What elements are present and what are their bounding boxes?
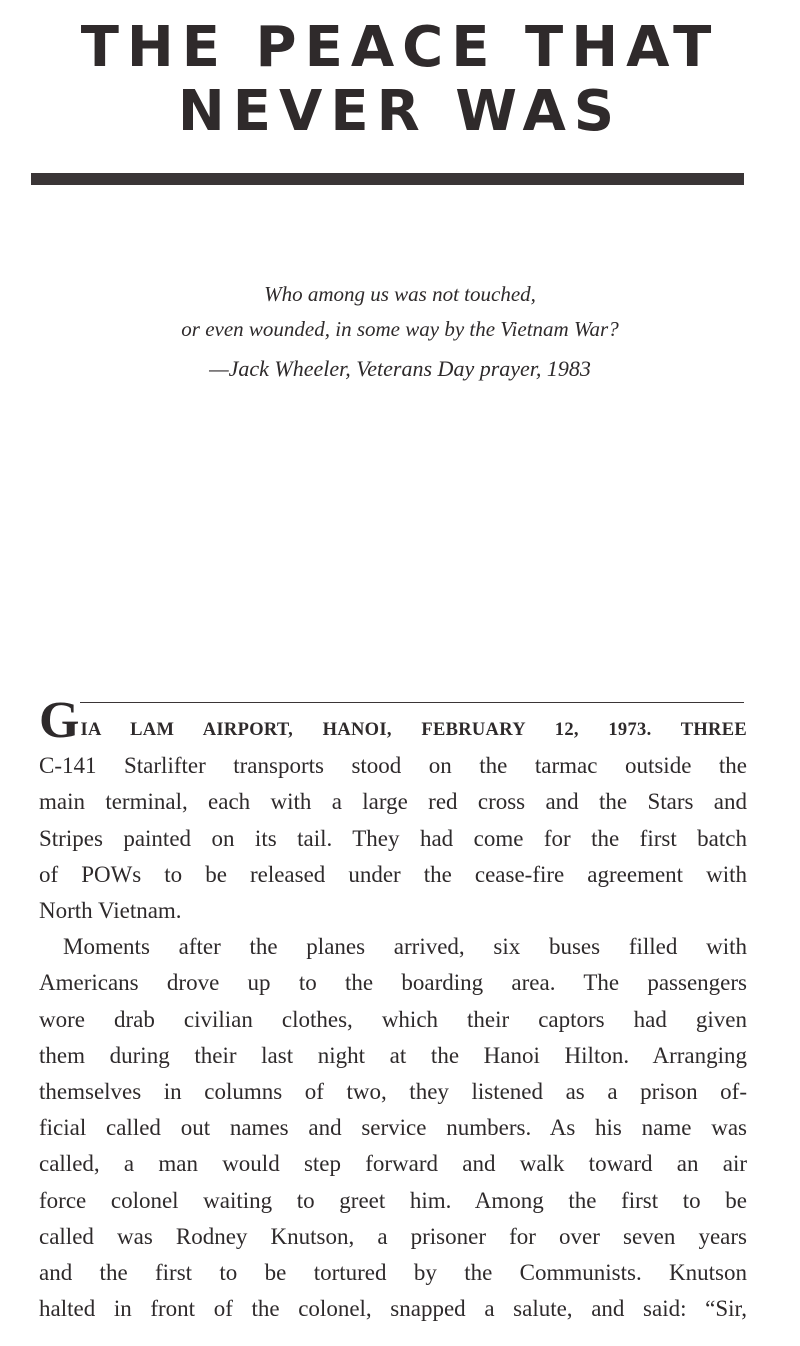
epigraph	[60, 277, 740, 387]
body-line: called was Rodney Knutson, a prisoner for over seven years	[39, 1223, 747, 1249]
body-line: halted in front of the colonel, snapped a salute, and said: “Sir,	[39, 1296, 747, 1322]
body-line: Moments after the planes arrived, six buses filled with	[63, 934, 747, 960]
chapter-title-line-1: THE PEACE THAT	[80, 15, 720, 80]
epigraph-line-1: Who among us was not touched,	[264, 282, 536, 306]
body-line: Americans drove up to the boarding area. The passengers	[39, 970, 747, 996]
section-rule	[80, 702, 744, 703]
body-line: themselves in columns of two, they listened as a prison of-	[39, 1079, 747, 1105]
lead-in-caps: IA LAM AIRPORT, HANOI, FEBRUARY 12, 1973. THREE	[80, 720, 747, 740]
body-line: them during their last night at the Hanoi Hilton. Arranging	[39, 1042, 747, 1068]
epigraph-attribution: —Jack Wheeler, Veterans Day prayer, 1983	[209, 356, 591, 381]
chapter-title	[30, 16, 770, 144]
drop-cap: G	[39, 692, 80, 749]
body-line: and the first to be tortured by the Communists. Knutson	[39, 1260, 747, 1286]
body-line: North Vietnam.	[39, 898, 182, 924]
body-line: Stripes painted on its tail. They had come for the first batch	[39, 825, 747, 851]
body-line: ficial called out names and service numbers. As his name was	[39, 1115, 747, 1141]
body-line: main terminal, each with a large red cross and the Stars and	[39, 789, 747, 815]
body-line: wore drab civilian clothes, which their captors had given	[39, 1006, 747, 1032]
body-line: of POWs to be released under the cease-fire agreement with	[39, 861, 747, 887]
chapter-title-line-2: NEVER WAS	[177, 79, 623, 144]
opening-line	[39, 692, 747, 749]
body-line: C-141 Starlifter transports stood on the tarmac outside the	[39, 753, 747, 779]
chapter-body	[39, 692, 747, 1327]
body-line: force colonel waiting to greet him. Among the first to be	[39, 1187, 747, 1213]
epigraph-line-2: or even wounded, in some way by the Vietnam War?	[181, 317, 619, 341]
body-line: called, a man would step forward and walk toward an air	[39, 1151, 747, 1177]
title-rule	[31, 173, 744, 185]
